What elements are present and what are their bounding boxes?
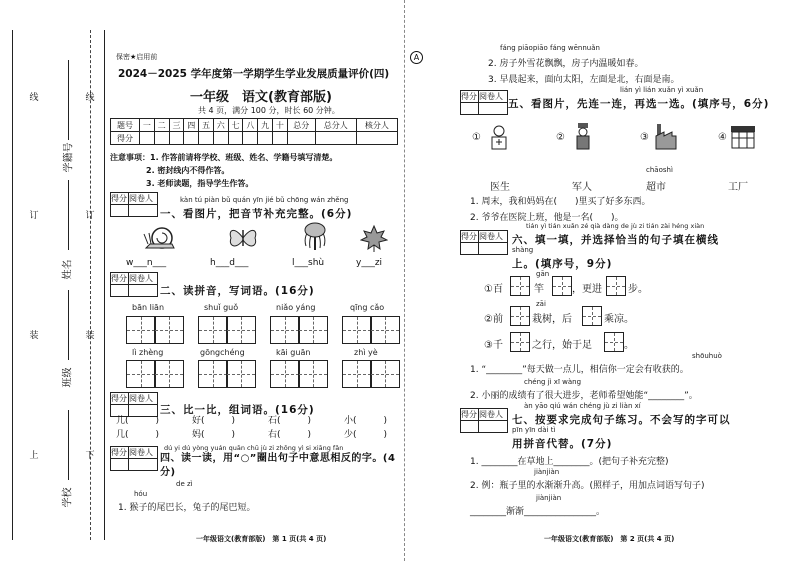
- q3-pair-top: 小( ): [344, 416, 388, 426]
- score-header-cell: 总分: [287, 119, 315, 132]
- q2-word-7: kāi guān: [276, 348, 311, 357]
- scorer-score-label: 得分: [461, 410, 477, 419]
- q1-blank-4[interactable]: y___zi: [356, 258, 383, 268]
- score-header-cell: 八: [243, 119, 258, 132]
- q2-word-5: lì zhèng: [132, 348, 164, 357]
- writing-grid[interactable]: [226, 360, 256, 388]
- scorer-score-cell[interactable]: [111, 459, 129, 471]
- binding-mark-up: 上: [29, 451, 39, 461]
- score-header-cell: 五: [199, 119, 214, 132]
- binding-line-inner: [90, 30, 91, 540]
- q2-title: 二、读拼音，写词语。(16分): [160, 285, 315, 297]
- score-table-header: [111, 119, 398, 132]
- q6-pinyin-3: gān: [536, 270, 550, 278]
- idiom-box[interactable]: [510, 332, 530, 352]
- q6-item-2: ②前: [484, 314, 503, 325]
- q6-sentence-2[interactable]: 2. 小丽的成绩有了很大进步，老师希望她能“________”。: [470, 391, 698, 401]
- idiom-box[interactable]: [606, 276, 626, 296]
- q1-blank-2[interactable]: h___d___: [210, 258, 249, 268]
- notes-line-3: 3. 老师读题，指导学生作答。: [146, 179, 254, 188]
- class-field[interactable]: [68, 290, 69, 360]
- scorer-score-cell[interactable]: [111, 285, 129, 297]
- q3-pair-bottom: 妈( ): [192, 430, 236, 440]
- q6-item-3c: 。: [624, 340, 634, 351]
- q7-sentence-3[interactable]: ________渐渐________________。: [470, 507, 606, 517]
- q5-word-doctor: 医生: [490, 182, 510, 193]
- score-cell[interactable]: [169, 132, 184, 145]
- soldier-icon: [572, 122, 594, 154]
- q1-pinyin: kàn tú piàn bǔ quán yīn jié bǔ chōng wán zhěng: [180, 196, 349, 204]
- q2-word-3: niǎo yáng: [276, 303, 316, 312]
- scorer-score-label: 得分: [461, 92, 477, 101]
- writing-grid[interactable]: [342, 316, 372, 344]
- writing-grid[interactable]: [226, 316, 256, 344]
- idiom-box[interactable]: [510, 306, 530, 326]
- scorer-score-cell[interactable]: [111, 205, 129, 217]
- scorer-reviewer-label: 阅卷人: [479, 231, 508, 243]
- scorer-score-label: 得分: [111, 448, 127, 457]
- q1-title: 一、看图片，把音节补充完整。(6分): [160, 208, 353, 220]
- score-cell[interactable]: [243, 132, 258, 145]
- r-top-pinyin: fáng piāopiāo fáng wēnnuǎn: [500, 44, 600, 52]
- q6-item-1b: 竿: [534, 284, 544, 295]
- r-line-2[interactable]: 2. 房子外雪花飘飘，房子内温暖如春。: [488, 59, 644, 69]
- score-header-cell: 六: [213, 119, 228, 132]
- binding-label-zhuang: 装: [29, 331, 39, 341]
- score-cell[interactable]: [199, 132, 214, 145]
- q6-pinyin-4: zāi: [536, 300, 546, 308]
- q4-sentence[interactable]: 1. 猴子的尾巴长，兔子的尾巴短。: [118, 503, 256, 513]
- q2-word-2: shuǐ guǒ: [204, 303, 239, 312]
- q3-pair-top: 儿( ): [116, 416, 160, 426]
- score-header-cell: 核分人: [356, 119, 397, 132]
- butterfly-image: [228, 224, 258, 256]
- q6-item-1c: ，更进: [572, 284, 602, 295]
- footer-left: 一年级语文(教育部版) 第 1 页(共 4 页): [196, 535, 327, 543]
- score-header-cell: 七: [228, 119, 243, 132]
- writing-grid[interactable]: [154, 360, 184, 388]
- binding-label-ding: 订: [29, 211, 39, 221]
- q5-sentence-2[interactable]: 2. 爷爷在医院上班，他是一名( )。: [470, 213, 624, 223]
- scorer-score-cell[interactable]: [461, 243, 479, 255]
- q6-item-3: ③千: [484, 340, 503, 351]
- q7-title: 七、按要求完成句子练习。不会写的字可以: [512, 414, 731, 426]
- score-header-cell: 三: [169, 119, 184, 132]
- writing-grid[interactable]: [370, 316, 400, 344]
- score-row-label: 得分: [111, 132, 140, 145]
- score-cell[interactable]: [287, 132, 315, 145]
- scorer-reviewer-label: 阅卷人: [129, 193, 158, 205]
- binding-label-xian-2: 线: [85, 93, 95, 103]
- score-cell[interactable]: [213, 132, 228, 145]
- q2-word-6: gōngchéng: [200, 348, 245, 357]
- score-header-cell: 四: [184, 119, 199, 132]
- binding-line-right: [104, 30, 105, 540]
- q7-sentence-2[interactable]: 2. 例：瓶子里的水渐渐升高。(照样子，用加点词语写句子): [470, 481, 705, 491]
- notes-line-1: 注意事项：1. 作答前请将学校、班级、姓名、学籍号填写清楚。: [110, 153, 338, 162]
- scorer-score-label: 得分: [111, 274, 127, 283]
- q3-title: 三、比一比，组词语。(16分): [160, 404, 315, 416]
- writing-grid[interactable]: [154, 316, 184, 344]
- q2-word-8: zhì yè: [354, 348, 378, 357]
- q5-word-factory: 工厂: [728, 182, 748, 193]
- idiom-box[interactable]: [510, 276, 530, 296]
- q5-sentence-1[interactable]: 1. 周末，我和妈妈在( )里买了好多东西。: [470, 197, 651, 207]
- scorer-score-label: 得分: [111, 394, 127, 403]
- score-cell[interactable]: [228, 132, 243, 145]
- q7-sentence-1[interactable]: 1. ________在草地上________。(把句子补充完整): [470, 457, 669, 467]
- q6-scorer-box: [460, 230, 508, 255]
- q6-item-2b: 栽树，后: [532, 314, 572, 325]
- exam-info: 共 4 页，满分 100 分，时长 60 分钟。: [198, 106, 340, 115]
- writing-grid[interactable]: [270, 360, 300, 388]
- q5-item-3[interactable]: ③: [640, 132, 649, 143]
- q4-title: 四、读一读，用“○”圈出句子中意思相反的字。(4分): [160, 453, 396, 478]
- scorer-reviewer-label: 阅卷人: [129, 273, 158, 285]
- exam-title: 2024－2025 学年度第一学期学生学业发展质量评价(四): [118, 68, 390, 80]
- score-cell[interactable]: [154, 132, 169, 145]
- q2-word-4: qīng cǎo: [350, 303, 385, 312]
- writing-grid[interactable]: [298, 316, 328, 344]
- name-field[interactable]: [68, 180, 69, 250]
- scorer-reviewer-cell[interactable]: [129, 285, 158, 297]
- idiom-box[interactable]: [604, 332, 624, 352]
- q2-word-1: bān liān: [132, 303, 165, 312]
- scorer-score-cell[interactable]: [461, 421, 479, 433]
- idiom-box[interactable]: [582, 306, 602, 326]
- q7-pinyin-3: jiànjiàn: [534, 468, 560, 476]
- writing-grid[interactable]: [198, 316, 228, 344]
- score-header-cell: 九: [258, 119, 273, 132]
- q6-sentence-1[interactable]: 1. “________”每天做一点儿，相信你一定会有收获的。: [470, 365, 689, 375]
- q3-group-3[interactable]: [268, 414, 311, 442]
- q7-pinyin: àn yāo qiú wán chéng jù zi liàn xí: [524, 402, 641, 410]
- q3-group-1[interactable]: [116, 414, 159, 442]
- writing-grid[interactable]: [126, 316, 156, 344]
- scorer-reviewer-cell[interactable]: [479, 243, 508, 255]
- q3-pair-bottom: 少( ): [344, 430, 388, 440]
- class-label: 班级: [62, 367, 74, 388]
- q5-item-4[interactable]: ④: [718, 132, 727, 143]
- score-header-cell: 题号: [111, 119, 140, 132]
- score-header-cell: 十: [273, 119, 288, 132]
- student-id-field[interactable]: [68, 60, 69, 140]
- score-header-cell: 二: [154, 119, 169, 132]
- q1-scorer-box: [110, 192, 158, 217]
- score-cell[interactable]: [140, 132, 155, 145]
- q6-pinyin: tián yì tián xuǎn zé qià dàng de jù zi tián zài héng xiàn: [526, 222, 705, 230]
- q4-scorer-box: [110, 446, 158, 471]
- version-badge: A: [410, 45, 423, 64]
- supermarket-icon: [730, 124, 756, 154]
- score-header-cell: 一: [140, 119, 155, 132]
- scorer-score-label: 得分: [461, 232, 477, 241]
- q5-item-2[interactable]: ②: [556, 132, 565, 143]
- q7-pinyin-4: jiànjiàn: [536, 494, 562, 502]
- r-line-3[interactable]: 3. 早晨起来，面向太阳，左面是北，右面是南。: [488, 75, 680, 85]
- q3-pair-bottom: 右( ): [268, 430, 312, 440]
- q3-pair-top: 好( ): [192, 416, 236, 426]
- writing-grid[interactable]: [126, 360, 156, 388]
- q4-pinyin: dú yi dú yòng yuán quān chū jù zi zhōng yì si xiāng fǎn: [164, 444, 344, 452]
- score-cell[interactable]: [258, 132, 273, 145]
- writing-grid[interactable]: [270, 316, 300, 344]
- name-label: 姓名: [62, 259, 74, 280]
- scorer-reviewer-cell[interactable]: [479, 421, 508, 433]
- binding-label-ding-2: 订: [85, 211, 95, 221]
- q6-pinyin-5: shōuhuò: [692, 352, 722, 360]
- q5-item-1[interactable]: ①: [472, 132, 481, 143]
- scorer-score-cell[interactable]: [461, 103, 479, 115]
- exam-subtitle: 一年级 语文(教育部版): [190, 90, 332, 105]
- q5-word-soldier: 军人: [572, 182, 592, 193]
- q6-item-1: ①百: [484, 284, 503, 295]
- q6-title: 六、填一填，并选择恰当的句子填在横线: [512, 234, 719, 246]
- secret-mark: 保密★启用前: [116, 53, 158, 61]
- binding-label-zhuang-2: 装: [85, 331, 95, 341]
- q6-pinyin-2: shàng: [512, 246, 534, 254]
- q3-pair-top: 石( ): [268, 416, 312, 426]
- score-cell[interactable]: [184, 132, 199, 145]
- scorer-reviewer-label: 阅卷人: [479, 91, 508, 103]
- writing-grid[interactable]: [342, 360, 372, 388]
- q7-scorer-box: [460, 408, 508, 433]
- writing-grid[interactable]: [370, 360, 400, 388]
- q6-item-2c: 乘凉。: [604, 314, 634, 325]
- idiom-box[interactable]: [552, 276, 572, 296]
- scorer-reviewer-cell[interactable]: [129, 205, 158, 217]
- footer-right: 一年级语文(教育部版) 第 2 页(共 4 页): [544, 535, 675, 543]
- scorer-reviewer-cell[interactable]: [129, 459, 158, 471]
- score-cell[interactable]: [315, 132, 356, 145]
- score-cell[interactable]: [356, 132, 397, 145]
- q5-pinyin: lián yì lián xuǎn yì xuǎn: [620, 86, 704, 94]
- writing-grid[interactable]: [198, 360, 228, 388]
- scorer-reviewer-cell[interactable]: [479, 103, 508, 115]
- q3-group-2[interactable]: [192, 414, 235, 442]
- q4-pinyin-2: de zì: [176, 480, 193, 488]
- doctor-icon: [488, 124, 510, 154]
- scorer-reviewer-label: 阅卷人: [129, 393, 158, 405]
- q3-pair-bottom: 几( ): [116, 430, 160, 440]
- q7-pinyin-2: pīn yīn dài tì: [512, 426, 556, 434]
- factory-icon: [654, 122, 678, 154]
- q2-scorer-box: [110, 272, 158, 297]
- q4-pinyin-3: hóu: [134, 490, 148, 498]
- q6-title-2: 上。(填序号，9分): [512, 258, 613, 270]
- q1-blank-3[interactable]: l___shù: [292, 258, 325, 268]
- score-cell[interactable]: [273, 132, 288, 145]
- q1-blank-1[interactable]: w___n___: [126, 258, 167, 268]
- q6-item-1d: 步。: [628, 284, 648, 295]
- page-divider: [404, 0, 405, 561]
- willow-image: [300, 220, 330, 256]
- school-field[interactable]: [68, 410, 69, 480]
- scorer-reviewer-label: 阅卷人: [129, 447, 158, 459]
- notes-line-2: 2. 密封线内不得作答。: [146, 166, 230, 175]
- score-table: [110, 118, 398, 145]
- binding-line-outer: [12, 30, 13, 540]
- q5-pinyin-2: chāoshì: [646, 166, 673, 174]
- score-table-row: [111, 132, 398, 145]
- q5-scorer-box: [460, 90, 508, 115]
- maple-leaf-image: [360, 224, 388, 256]
- q6-item-3b: 之行，始于足: [532, 340, 592, 351]
- scorer-score-label: 得分: [111, 194, 127, 203]
- q7-title-2: 用拼音代替。(7分): [512, 438, 613, 450]
- q6-pinyin-6: chéng jì xī wàng: [524, 378, 582, 386]
- student-id-label: 学籍号: [63, 142, 75, 173]
- score-header-cell: 总分人: [315, 119, 356, 132]
- school-label: 学校: [62, 487, 74, 508]
- snail-image: [142, 224, 178, 256]
- q5-word-supermarket: 超市: [646, 182, 666, 193]
- binding-label-xian: 线: [29, 93, 39, 103]
- q5-title: 五、看图片，先连一连，再选一选。(填序号，6分): [508, 98, 770, 110]
- binding-mark-down: 下: [85, 451, 95, 461]
- q3-group-4[interactable]: [344, 414, 387, 442]
- scorer-reviewer-label: 阅卷人: [479, 409, 508, 421]
- writing-grid[interactable]: [298, 360, 328, 388]
